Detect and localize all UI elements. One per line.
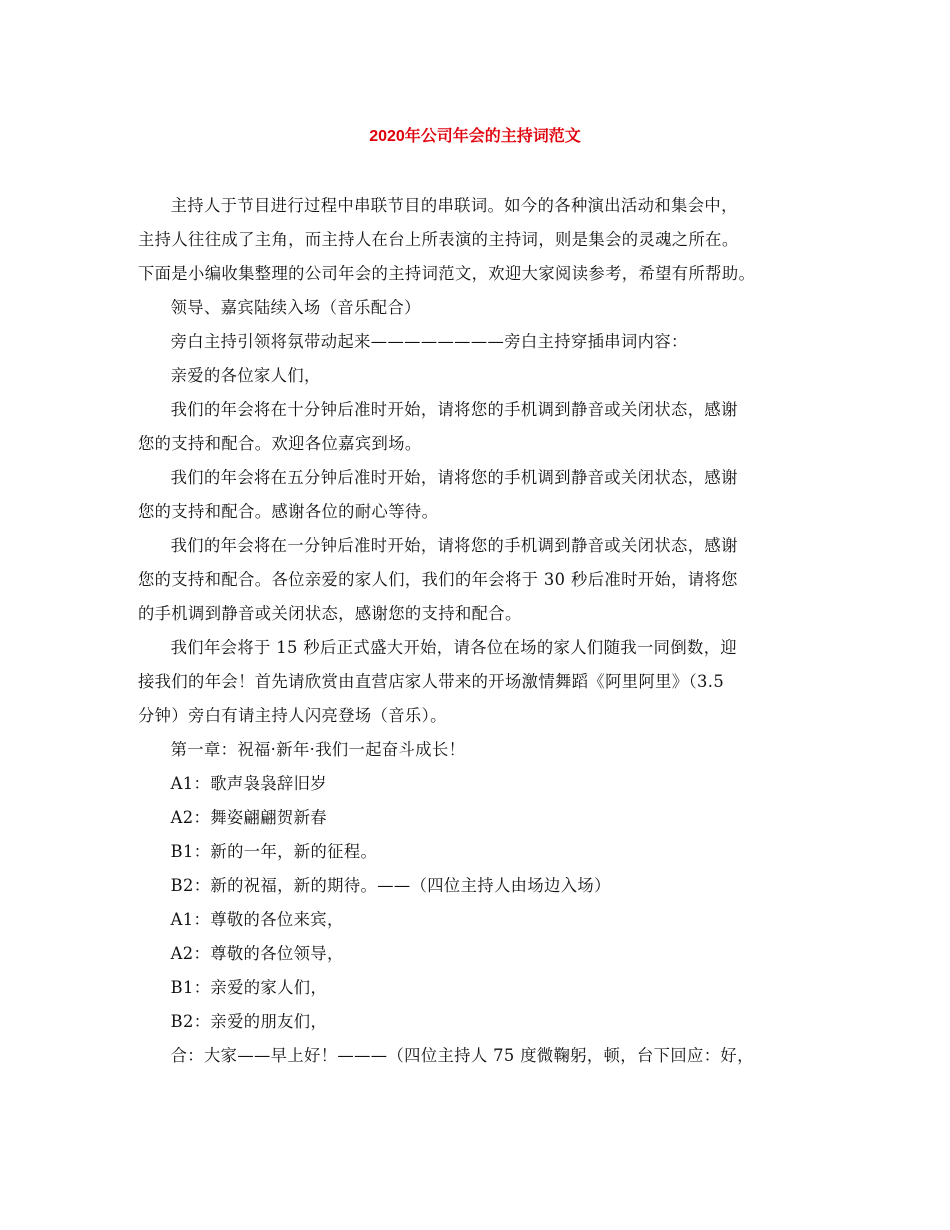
body-line: 分钟）旁白有请主持人闪亮登场（音乐）。: [138, 706, 447, 725]
body-line: 合：大家——早上好！———（四位主持人 75 度微鞠躬，顿，台下回应：好，: [170, 1046, 754, 1065]
body-line: 您的支持和配合。欢迎各位嘉宾到场。: [138, 434, 422, 453]
body-line: A2：尊敬的各位领导，: [170, 944, 344, 963]
body-line: 我们的年会将在十分钟后准时开始，请将您的手机调到静音或关闭状态，感谢: [170, 400, 738, 419]
body-line: 我们的年会将在一分钟后准时开始，请将您的手机调到静音或关闭状态，感谢: [170, 536, 738, 555]
body-line: 您的支持和配合。各位亲爱的家人们，我们的年会将于 30 秒后准时开始，请将您: [138, 570, 738, 589]
body-line: 的手机调到静音或关闭状态，感谢您的支持和配合。: [138, 604, 522, 623]
body-line: B2：新的祝福，新的期待。——（四位主持人由场边入场）: [170, 876, 611, 895]
document-title: 2020年公司年会的主持词范文: [369, 128, 581, 145]
body-line: B2：亲爱的朋友们，: [170, 1012, 328, 1031]
body-line: 我们年会将于 15 秒后正式盛大开始，请各位在场的家人们随我一同倒数，迎: [170, 638, 738, 657]
body-line: 您的支持和配合。感谢各位的耐心等待。: [138, 502, 439, 521]
body-line: A1：尊敬的各位来宾，: [170, 910, 344, 929]
body-line: B1：亲爱的家人们，: [170, 978, 328, 997]
body-line: 领导、嘉宾陆续入场（音乐配合）: [170, 298, 421, 317]
body-line: 旁白主持引领将氛带动起来————————旁白主持穿插串词内容：: [170, 332, 688, 351]
body-line: 主持人往往成了主角，而主持人在台上所表演的主持词，则是集会的灵魂之所在。: [138, 230, 739, 249]
body-line: 主持人于节目进行过程中串联节目的串联词。如今的各种演出活动和集会中，: [170, 196, 738, 215]
body-line: A2：舞姿翩翩贺新春: [170, 808, 327, 827]
body-line: 接我们的年会！首先请欣赏由直营店家人带来的开场激情舞蹈《阿里阿里》（3.5: [138, 672, 725, 691]
body-line: 我们的年会将在五分钟后准时开始，请将您的手机调到静音或关闭状态，感谢: [170, 468, 738, 487]
body-line: 亲爱的各位家人们，: [170, 366, 321, 385]
document-body: [138, 189, 822, 1073]
body-line: B1：新的一年，新的征程。: [170, 842, 378, 861]
body-line: 下面是小编收集整理的公司年会的主持词范文，欢迎大家阅读参考，希望有所帮助。: [138, 264, 756, 283]
body-line: A1：歌声袅袅辞旧岁: [170, 774, 327, 793]
body-line: 第一章：祝福·新年·我们一起奋斗成长！: [170, 740, 466, 759]
